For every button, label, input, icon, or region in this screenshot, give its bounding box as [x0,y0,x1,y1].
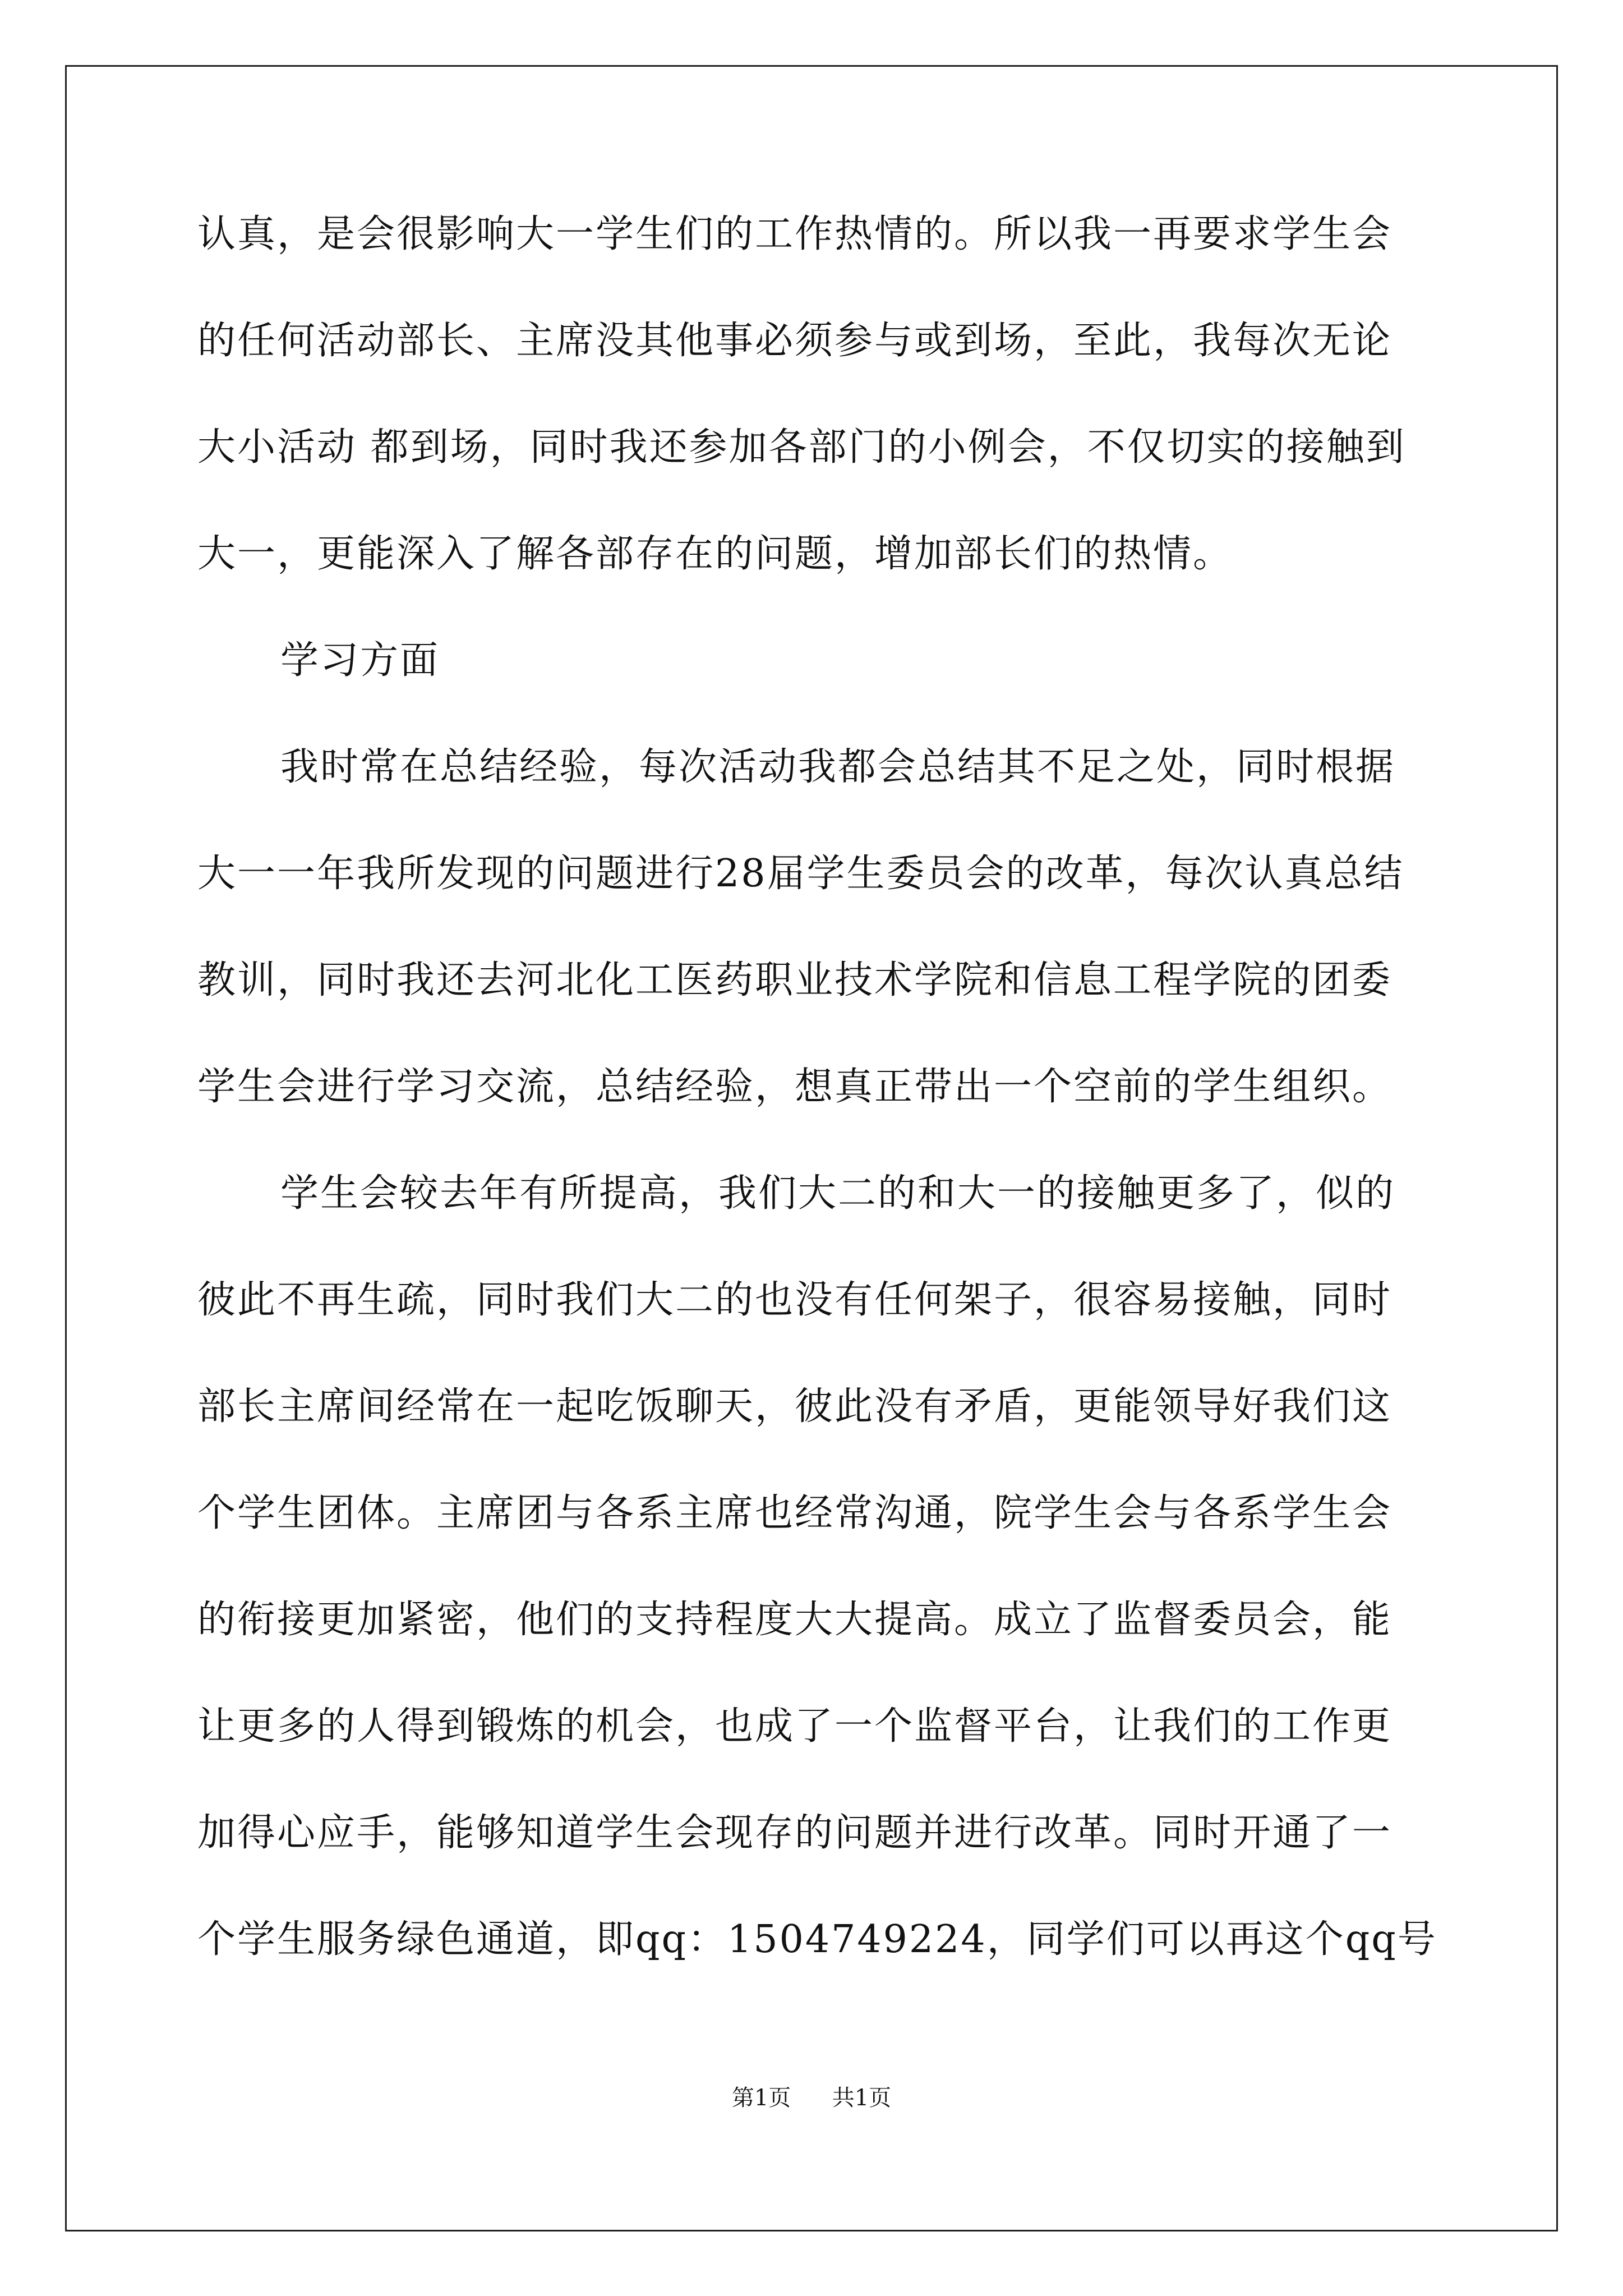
page-total: 共1页 [832,2085,892,2111]
body-text-line: 我时常在总结经验，每次活动我都会总结其不足之处，同时根据 [280,745,1396,789]
body-text-line: 加得心应手，能够知道学生会现存的问题并进行改革。同时开通了一 [197,1811,1393,1855]
page-footer [0,2087,1623,2109]
body-text-line: 的任何活动部长、主席没其他事必须参与或到场，至此，我每次无论 [197,319,1393,363]
body-text-line: 部长主席间经常在一起吃饭聊天，彼此没有矛盾，更能领导好我们这 [197,1384,1393,1429]
body-text-line: 教训，同时我还去河北化工医药职业技术学院和信息工程学院的团委 [197,958,1393,1002]
body-text-line: 个学生服务绿色通道，即qq：1504749224，同学们可以再这个qq号 [197,1917,1437,1962]
body-text-line: 学生会进行学习交流，总结经验，想真正带出一个空前的学生组织。 [197,1065,1393,1109]
body-text-line: 学生会较去年有所提高，我们大二的和大一的接触更多了，似的 [280,1171,1396,1216]
body-text-line: 大一，更能深入了解各部存在的问题，增加部长们的热情。 [197,532,1233,576]
body-text-line: 的衔接更加紧密，他们的支持程度大大提高。成立了监督委员会，能 [197,1598,1393,1642]
body-text-line: 让更多的人得到锻炼的机会，也成了一个监督平台，让我们的工作更 [197,1704,1393,1749]
section-heading: 学习方面 [280,638,440,683]
body-text-line: 彼此不再生疏，同时我们大二的也没有任何架子，很容易接触，同时 [197,1278,1393,1322]
body-text-line: 认真，是会很影响大一学生们的工作热情的。所以我一再要求学生会 [197,212,1393,256]
body-text-line: 大一一年我所发现的问题进行28届学生委员会的改革，每次认真总结 [197,852,1404,896]
body-text-line: 个学生团体。主席团与各系主席也经常沟通，院学生会与各系学生会 [197,1491,1393,1535]
document-body [197,212,1437,2027]
page-number: 第1页 [731,2085,791,2111]
body-text-line: 大小活动 都到场，同时我还参加各部门的小例会，不仅切实的接触到 [197,425,1406,470]
